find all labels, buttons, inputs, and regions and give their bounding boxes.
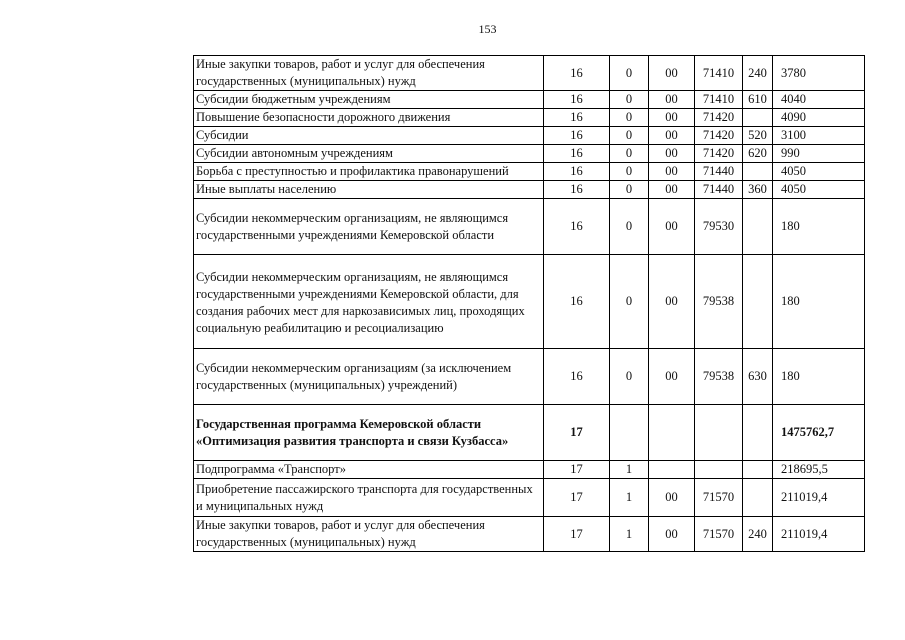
- row-code-3: 00: [649, 255, 695, 349]
- row-amount: 4050: [773, 181, 865, 199]
- row-amount: 211019,4: [773, 479, 865, 517]
- row-code-5: 240: [743, 56, 773, 91]
- row-code-4: 79530: [695, 199, 743, 255]
- row-code-4: [695, 461, 743, 479]
- row-code-4: 71570: [695, 517, 743, 552]
- row-code-4: 71420: [695, 145, 743, 163]
- row-code-2: 0: [610, 145, 649, 163]
- row-code-2: [610, 405, 649, 461]
- table-row: [194, 255, 865, 349]
- row-code-4: 71440: [695, 181, 743, 199]
- row-code-5: [743, 255, 773, 349]
- row-code-3: 00: [649, 109, 695, 127]
- row-code-3: 00: [649, 56, 695, 91]
- row-code-4: 71420: [695, 109, 743, 127]
- row-code-5: 610: [743, 91, 773, 109]
- table-row: [194, 181, 865, 199]
- row-code-3: 00: [649, 349, 695, 405]
- row-amount: 990: [773, 145, 865, 163]
- row-amount: 4090: [773, 109, 865, 127]
- row-code-3: 00: [649, 145, 695, 163]
- row-code-1: 16: [544, 181, 610, 199]
- row-code-5: [743, 479, 773, 517]
- table-row: [194, 349, 865, 405]
- row-code-1: 17: [544, 479, 610, 517]
- row-code-2: 0: [610, 349, 649, 405]
- row-code-2: 1: [610, 517, 649, 552]
- row-amount: 4040: [773, 91, 865, 109]
- table-row: [194, 56, 865, 91]
- row-code-1: 16: [544, 163, 610, 181]
- row-code-1: 16: [544, 56, 610, 91]
- row-code-4: 71570: [695, 479, 743, 517]
- row-amount: 3100: [773, 127, 865, 145]
- row-code-5: 630: [743, 349, 773, 405]
- row-code-3: [649, 405, 695, 461]
- row-name: Иные выплаты населению: [194, 181, 544, 199]
- row-code-1: 16: [544, 145, 610, 163]
- row-code-2: 0: [610, 127, 649, 145]
- row-code-4: 71410: [695, 91, 743, 109]
- row-code-3: 00: [649, 163, 695, 181]
- row-code-4: [695, 405, 743, 461]
- row-code-3: 00: [649, 517, 695, 552]
- row-code-5: [743, 163, 773, 181]
- row-code-1: 17: [544, 461, 610, 479]
- table-row: [194, 109, 865, 127]
- row-code-1: 17: [544, 405, 610, 461]
- table-row: [194, 479, 865, 517]
- table-row: [194, 145, 865, 163]
- row-name: Государственная программа Кемеровской области «Оптимизация развития транспорта и связи Кузбасса»: [194, 405, 544, 461]
- row-code-2: 0: [610, 255, 649, 349]
- row-code-2: 0: [610, 91, 649, 109]
- row-code-3: 00: [649, 91, 695, 109]
- row-code-4: 71440: [695, 163, 743, 181]
- row-code-4: 79538: [695, 349, 743, 405]
- table-row: [194, 405, 865, 461]
- table-row: [194, 91, 865, 109]
- row-code-1: 16: [544, 199, 610, 255]
- row-code-1: 16: [544, 109, 610, 127]
- row-code-2: 0: [610, 56, 649, 91]
- row-name: Иные закупки товаров, работ и услуг для обеспечения государственных (муниципальных) нужд: [194, 517, 544, 552]
- row-code-3: 00: [649, 479, 695, 517]
- page-number: 153: [478, 22, 497, 36]
- row-code-1: 17: [544, 517, 610, 552]
- table-row: [194, 461, 865, 479]
- row-amount: 1475762,7: [773, 405, 865, 461]
- table-row: [194, 199, 865, 255]
- row-name: Субсидии некоммерческим организациям (за исключением государственных (муниципальных) учреждений): [194, 349, 544, 405]
- row-code-5: [743, 199, 773, 255]
- row-code-2: 0: [610, 163, 649, 181]
- row-code-2: 0: [610, 109, 649, 127]
- row-name: Повышение безопасности дорожного движения: [194, 109, 544, 127]
- table-row: [194, 517, 865, 552]
- row-amount: 218695,5: [773, 461, 865, 479]
- row-amount: 4050: [773, 163, 865, 181]
- row-code-3: 00: [649, 127, 695, 145]
- row-amount: 180: [773, 349, 865, 405]
- row-amount: 180: [773, 199, 865, 255]
- row-name: Субсидии некоммерческим организациям, не являющимся государственными учреждениями Кемеровской области, для создания рабочих мест для наркозависимых лиц, проходящих социальную реабилитацию и ресоциализацию: [194, 255, 544, 349]
- row-name: Субсидии некоммерческим организациям, не являющимся государственными учреждениями Кемеровской области: [194, 199, 544, 255]
- budget-table: [193, 55, 865, 552]
- row-code-5: [743, 109, 773, 127]
- row-code-2: 1: [610, 461, 649, 479]
- row-code-3: [649, 461, 695, 479]
- row-code-2: 0: [610, 199, 649, 255]
- row-code-5: 620: [743, 145, 773, 163]
- table-row: [194, 163, 865, 181]
- row-code-2: 0: [610, 181, 649, 199]
- row-code-5: 360: [743, 181, 773, 199]
- row-name: Субсидии бюджетным учреждениям: [194, 91, 544, 109]
- row-name: Подпрограмма «Транспорт»: [194, 461, 544, 479]
- row-name: Субсидии автономным учреждениям: [194, 145, 544, 163]
- row-name: Приобретение пассажирского транспорта для государственных и муниципальных нужд: [194, 479, 544, 517]
- row-amount: 3780: [773, 56, 865, 91]
- row-code-4: 71420: [695, 127, 743, 145]
- row-code-5: 520: [743, 127, 773, 145]
- row-name: Иные закупки товаров, работ и услуг для обеспечения государственных (муниципальных) нужд: [194, 56, 544, 91]
- row-amount: 211019,4: [773, 517, 865, 552]
- row-code-2: 1: [610, 479, 649, 517]
- table-row: [194, 127, 865, 145]
- row-code-1: 16: [544, 127, 610, 145]
- row-code-1: 16: [544, 255, 610, 349]
- row-code-5: [743, 461, 773, 479]
- row-code-1: 16: [544, 349, 610, 405]
- row-code-1: 16: [544, 91, 610, 109]
- row-code-5: 240: [743, 517, 773, 552]
- row-code-3: 00: [649, 181, 695, 199]
- row-name: Борьба с преступностью и профилактика правонарушений: [194, 163, 544, 181]
- row-code-4: 79538: [695, 255, 743, 349]
- row-amount: 180: [773, 255, 865, 349]
- row-code-4: 71410: [695, 56, 743, 91]
- row-code-5: [743, 405, 773, 461]
- row-code-3: 00: [649, 199, 695, 255]
- row-name: Субсидии: [194, 127, 544, 145]
